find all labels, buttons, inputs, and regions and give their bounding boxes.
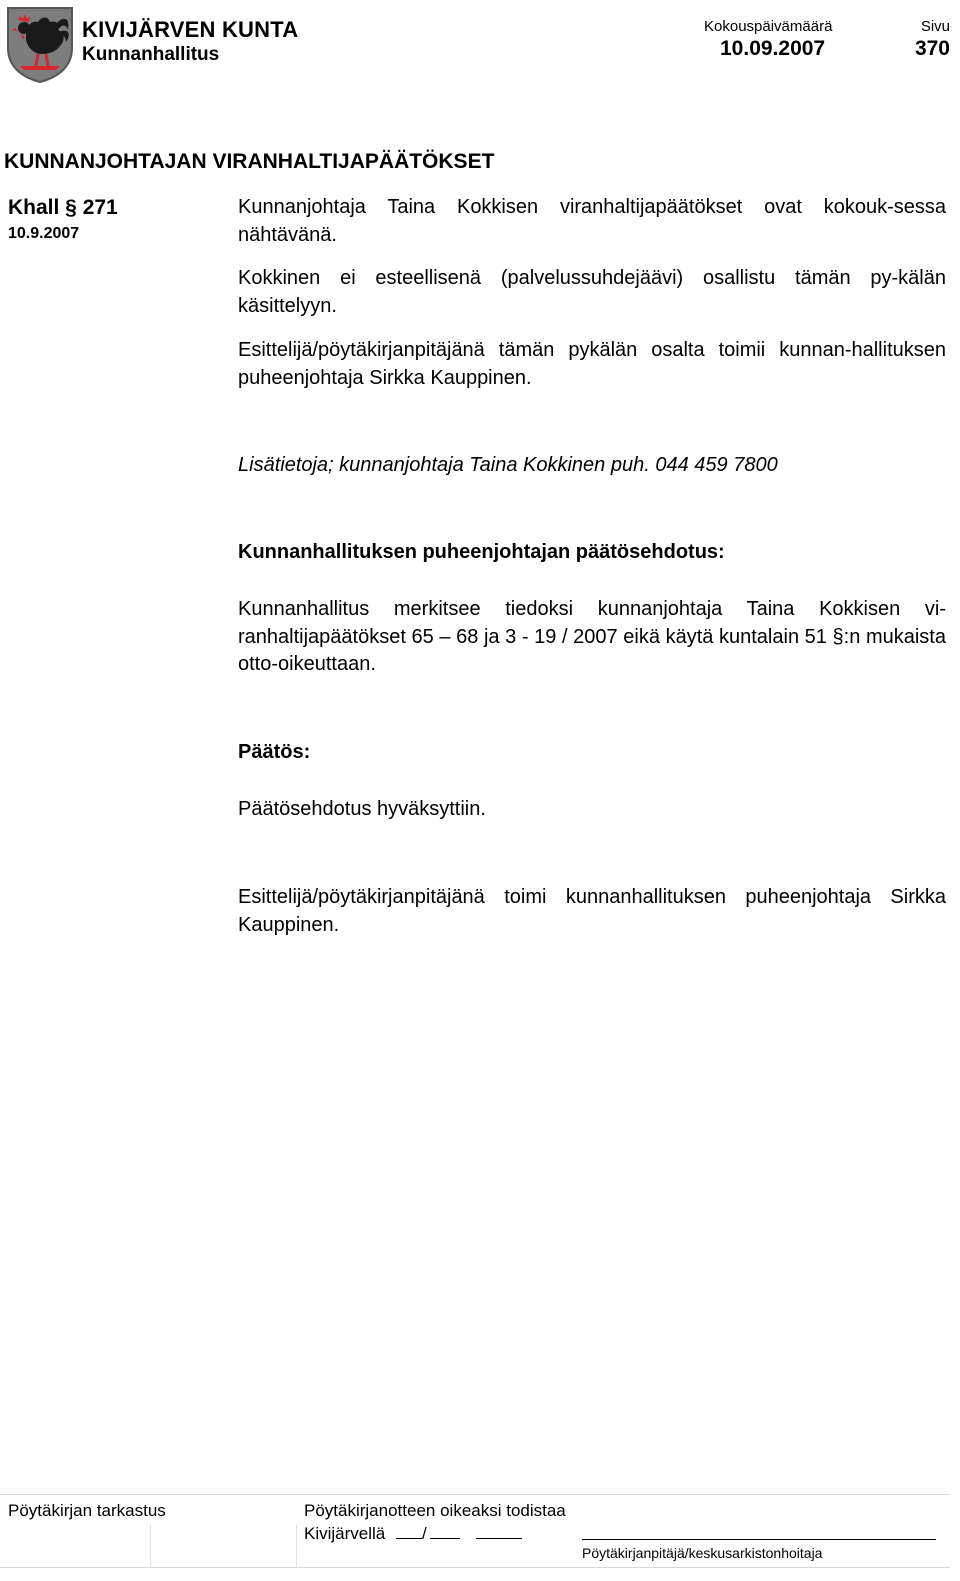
- closing-block: [238, 884, 946, 939]
- certify-label: Pöytäkirjanotteen oikeaksi todistaa: [304, 1501, 566, 1520]
- paragraph-reference: Khall § 271: [8, 196, 118, 219]
- coat-of-arms-icon: [4, 4, 76, 84]
- paragraph-date: 10.9.2007: [8, 225, 80, 242]
- footer-place-line: [304, 1523, 522, 1544]
- paragraph-esteellisyys: [238, 265, 946, 320]
- paragraph-3: Esittelijä/pöytäkirjanpitäjänä tämän pykälän osalta toimii kunnan-hallituksen puheenjohtaja Sirkka Kauppinen.: [238, 339, 946, 389]
- section-title: KUNNANJOHTAJAN VIRANHALTIJAPÄÄTÖKSET: [4, 150, 495, 173]
- signer-title: Pöytäkirjanpitäjä/keskusarkistonhoitaja: [582, 1545, 823, 1561]
- closing-text: Esittelijä/pöytäkirjanpitäjänä toimi kunnanhallituksen puheenjohtaja Sirkka Kauppinen.: [238, 886, 946, 936]
- meeting-date-value: 10.09.2007: [720, 37, 826, 60]
- contact-info: Lisätietoja; kunnanjohtaja Taina Kokkinen puh. 044 459 7800: [238, 454, 778, 476]
- year-blank: [476, 1523, 522, 1539]
- decision-heading: Päätös:: [238, 741, 311, 763]
- date-separator: /: [421, 1524, 427, 1543]
- paragraph-1: Kunnanjohtaja Taina Kokkisen viranhaltijapäätökset ovat kokouk-sessa nähtävänä.: [238, 196, 946, 246]
- footer-place: Kivijärvellä: [304, 1524, 386, 1543]
- footer: [0, 1494, 950, 1568]
- proposal-heading: Kunnanhallituksen puheenjohtajan päätösehdotus:: [238, 541, 725, 563]
- meeting-date-label: Kokouspäivämäärä: [704, 18, 833, 35]
- page-number: 370: [914, 37, 950, 60]
- day-blank: [396, 1523, 422, 1539]
- review-label: Pöytäkirjan tarkastus: [8, 1501, 166, 1520]
- decision-text: Päätösehdotus hyväksyttiin.: [238, 798, 486, 820]
- proposal-block: [238, 596, 946, 679]
- footer-divider: [150, 1525, 151, 1567]
- page-label: Sivu: [920, 18, 950, 35]
- footer-divider: [296, 1525, 297, 1567]
- signature-line: [582, 1539, 936, 1540]
- organization-unit: Kunnanhallitus: [82, 44, 220, 65]
- paragraph-2: Kokkinen ei esteellisenä (palvelussuhdejäävi) osallistu tämän py-kälän käsittelyyn.: [238, 267, 946, 317]
- organization-name: KIVIJÄRVEN KUNTA: [82, 17, 299, 42]
- month-blank: [430, 1523, 460, 1539]
- proposal-text: Kunnanhallitus merkitsee tiedoksi kunnanjohtaja Taina Kokkisen vi-ranhaltijapäätökset 65 – 68 ja 3 - 19 / 2007 eikä käytä kuntalain 51 §:n mukaista otto-oikeuttaan.: [238, 598, 946, 675]
- paragraph-presenter: [238, 337, 946, 392]
- paragraph-display: [238, 194, 946, 249]
